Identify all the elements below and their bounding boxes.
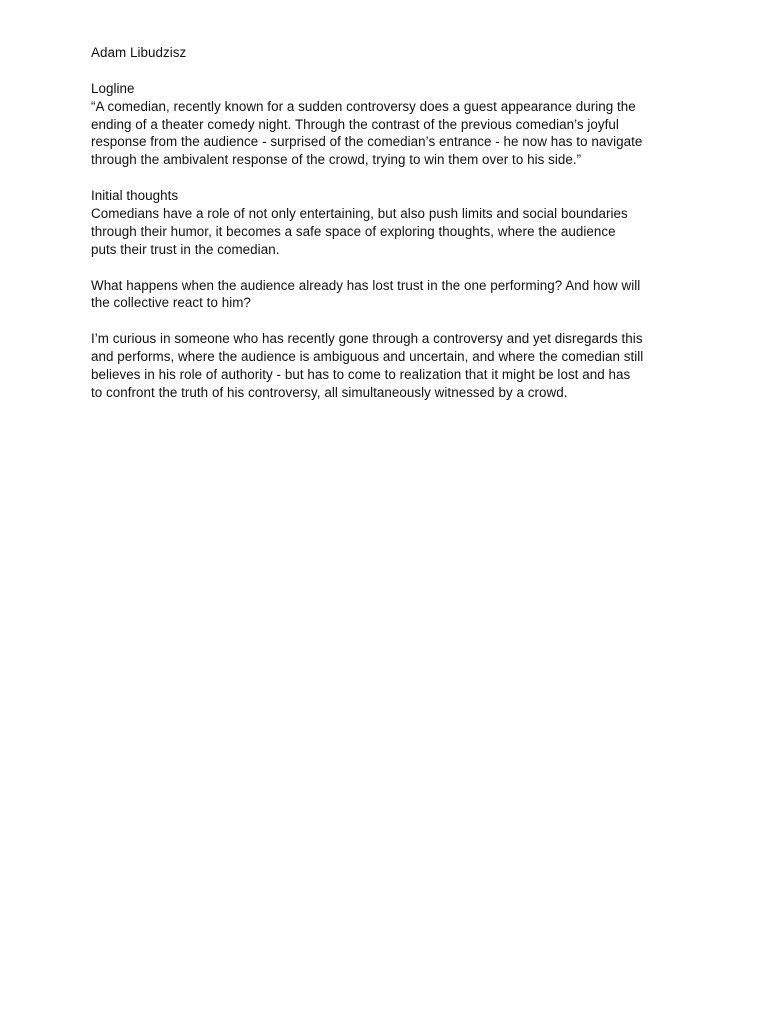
thoughts-paragraph-1-line: puts their trust in the comedian. bbox=[91, 241, 280, 257]
document-page bbox=[91, 44, 691, 402]
paragraph-spacer bbox=[91, 259, 691, 277]
thoughts-paragraph-1-line: Comedians have a role of not only entertaining, but also push limits and social boundaries bbox=[91, 206, 628, 222]
thoughts-paragraph-3-line: believes in his role of authority - but has to come to realization that it might be lost and has bbox=[91, 367, 631, 383]
thoughts-paragraph-2-line: the collective react to him? bbox=[91, 295, 251, 311]
thoughts-paragraph-3-line: and performs, where the audience is ambiguous and uncertain, and where the comedian still bbox=[91, 349, 644, 365]
paragraph-spacer bbox=[91, 169, 691, 187]
logline-line: ending of a theater comedy night. Through the contrast of the previous comedian’s joyful bbox=[91, 116, 619, 132]
initial-thoughts-section bbox=[91, 187, 691, 402]
thoughts-paragraph-1-line: through their humor, it becomes a safe space of exploring thoughts, where the audience bbox=[91, 223, 616, 239]
author-name: Adam Libudzisz bbox=[91, 45, 187, 60]
logline-heading: Logline bbox=[91, 80, 135, 96]
thoughts-paragraph-3-line: I’m curious in someone who has recently gone through a controversy and yet disregards this bbox=[91, 331, 643, 347]
logline-section bbox=[91, 80, 691, 169]
logline-line: response from the audience - surprised of the comedian’s entrance - he now has to navigate bbox=[91, 134, 643, 150]
thoughts-paragraph-2-line: What happens when the audience already has lost trust in the one performing? And how will bbox=[91, 277, 641, 293]
paragraph-spacer bbox=[91, 312, 691, 330]
logline-line: through the ambivalent response of the crowd, trying to win them over to his side.” bbox=[91, 152, 582, 168]
thoughts-paragraph-3-line: to confront the truth of his controversy, all simultaneously witnessed by a crowd. bbox=[91, 384, 568, 400]
initial-thoughts-heading: Initial thoughts bbox=[91, 188, 179, 204]
logline-line: “A comedian, recently known for a sudden controversy does a guest appearance during the bbox=[91, 98, 636, 114]
